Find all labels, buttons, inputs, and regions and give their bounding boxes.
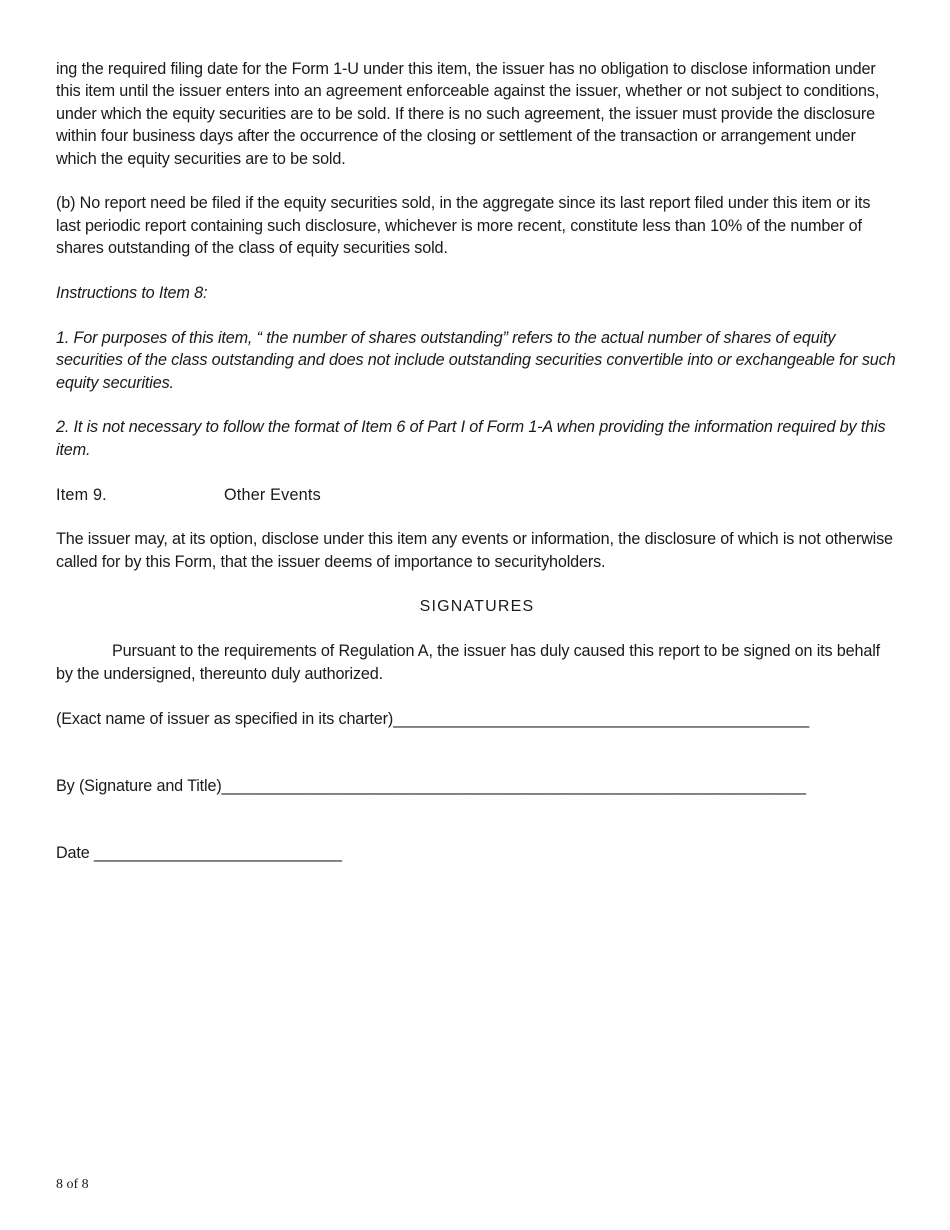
item9-body: The issuer may, at its option, disclose under this item any events or information, the disclosure of which is not otherwise called for by this Form, that the issuer deems of importance to securityholders. [56, 530, 893, 571]
paragraph-continued: ing the required filing date for the Form 1-U under this item, the issuer has no obligation to disclose information under this item until the issuer enters into an agreement enforceable against the issuer, whether or not subject to conditions, under which the equity securities are to be sold. If there is no such agreement, the issuer must provide the disclosure within four business days after the occurrence of the closing or settlement of the transaction or arrangement under which the equity securities are to be sold. [56, 60, 880, 168]
date-field[interactable]: Date ____________________________ [56, 844, 342, 863]
item9-number: Item 9. [56, 485, 107, 504]
item9-heading [56, 484, 898, 506]
instruction-2: 2. It is not necessary to follow the format of Item 6 of Part I of Form 1-A when providing the information required by this item. [56, 418, 886, 459]
paragraph-b: (b) No report need be filed if the equity securities sold, in the aggregate since its last report filed under this item or its last periodic report containing such disclosure, whichever is more recent, constitute less than 10% of the number of shares outstanding of the class of equity securities sold. [56, 194, 871, 258]
issuer-name-field[interactable]: (Exact name of issuer as specified in its charter)_______________________________________________ [56, 709, 810, 728]
signature-title-field[interactable]: By (Signature and Title)__________________________________________________________________ [56, 776, 806, 795]
signatures-heading: SIGNATURES [419, 597, 535, 615]
instructions-heading: Instructions to Item 8: [56, 284, 208, 303]
instruction-1: 1. For purposes of this item, “ the number of shares outstanding” refers to the actual number of shares of equity securities of the class outstanding and does not include outstanding securities convertible into or exchangeable for such equity securities. [56, 328, 896, 392]
document-page [56, 58, 898, 864]
page-number: 8 of 8 [56, 1177, 89, 1192]
item9-title: Other Events [224, 485, 321, 504]
signatures-body: Pursuant to the requirements of Regulation A, the issuer has duly caused this report to be signed on its behalf by the undersigned, thereunto duly authorized. [56, 642, 881, 683]
